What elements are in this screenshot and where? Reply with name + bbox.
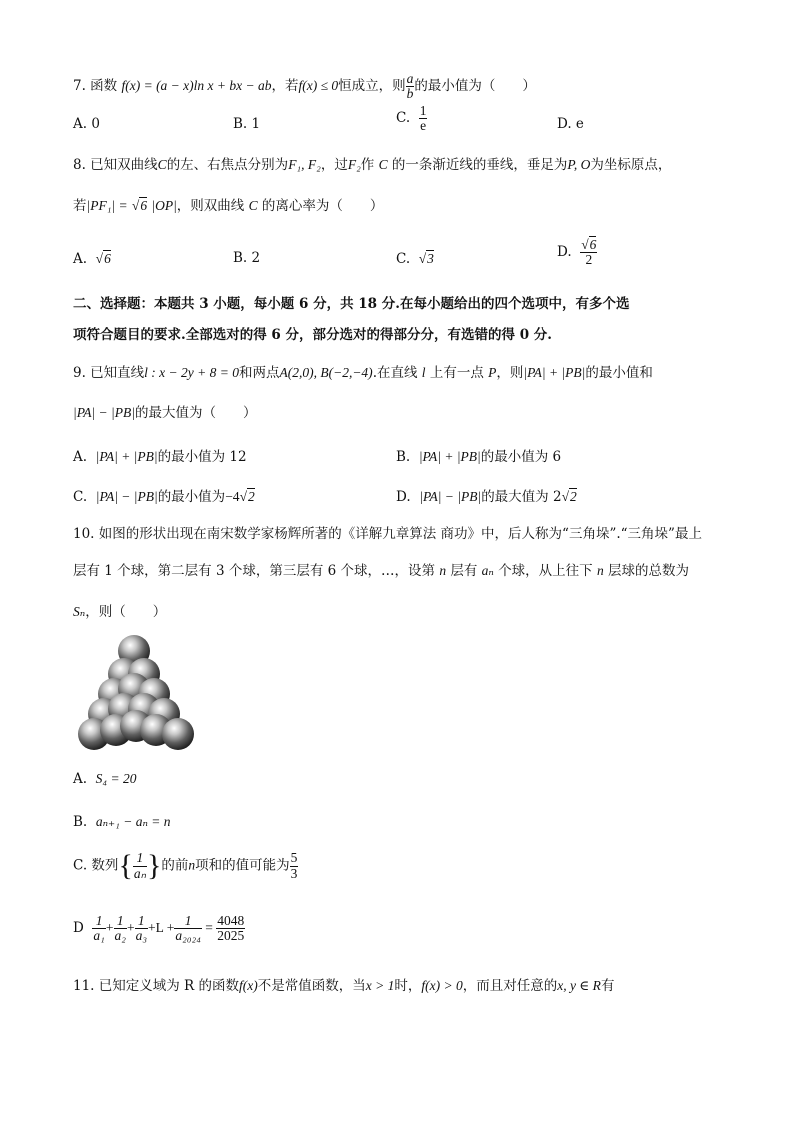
- q7-condition: f(x) ≤ 0: [298, 78, 339, 94]
- frac-num: 4048: [217, 913, 245, 928]
- frac-den: aₙ: [133, 865, 146, 881]
- q10-line3: [73, 605, 166, 620]
- frac-num: 1: [135, 914, 148, 929]
- section2-line1: 二、选择题：本题共 3 小题，每小题 6 分，共 18 分.在每小题给出的四个选项中，有多个选: [73, 296, 630, 312]
- q9-option-b: [396, 450, 561, 465]
- q9-text: 上有一点: [429, 365, 484, 381]
- right-brace-icon: }: [146, 849, 162, 882]
- frac-num: √6: [581, 237, 597, 252]
- q11-text: 时，: [394, 978, 422, 994]
- q7-option-a: [73, 118, 100, 132]
- option-text: 的最小值为 12: [157, 449, 247, 465]
- frac-den: e: [420, 118, 427, 134]
- q11-cond: x > 1: [365, 978, 395, 993]
- q10-text: 层有 1 个球，第二层有 3 个球，第三层有 6 个球，…，设第: [73, 563, 436, 579]
- radicand: 6: [589, 237, 597, 252]
- section2-line2: 项符合题目的要求.全部选对的得 6 分，部分选对的得部分分，有选错的得 0 分.: [73, 327, 552, 343]
- q9-option-d: [396, 490, 577, 505]
- q7-option-c: [396, 104, 427, 133]
- frac-den: a₂₀₂₄: [175, 928, 201, 944]
- fraction: [216, 914, 245, 943]
- sqrt-6: √6: [131, 198, 148, 213]
- q9-text: 的最大值为（ ）: [134, 405, 257, 421]
- frac-den: 2025: [217, 928, 245, 944]
- option-label: D: [73, 920, 84, 937]
- q9-sum: |PA| + |PB|: [523, 365, 586, 380]
- q8-f2: F₂: [347, 157, 361, 172]
- q9-text: 9. 已知直线: [73, 365, 145, 381]
- q7-option-b: [233, 118, 260, 132]
- sqrt: √6: [95, 251, 111, 266]
- q7-c-fraction: [419, 104, 428, 133]
- q8-text: 的一条渐近线的垂线，垂足为: [391, 157, 568, 173]
- q11-text: 不是常值函数，当: [257, 978, 366, 994]
- triangular-ball-pile-figure: [72, 634, 208, 754]
- q10-option-c: [73, 851, 298, 881]
- frac-num: 1: [133, 851, 147, 866]
- q11-xy: x, y ∈ R: [557, 978, 601, 993]
- q10-text: ，则（ ）: [85, 604, 167, 620]
- q8-d-fraction: [580, 238, 597, 267]
- q8-po: P, O: [567, 157, 591, 172]
- frac-den: a₂: [114, 928, 126, 944]
- q11-text: 有: [600, 978, 615, 994]
- q8-pf1: |PF₁| =: [86, 198, 128, 213]
- q8-c: C: [248, 198, 258, 213]
- sqrt: √3: [418, 251, 434, 266]
- option-expr: |PA| − |PB|: [419, 489, 482, 504]
- option-text: 的前: [161, 857, 189, 874]
- q10-n: n: [596, 563, 604, 578]
- q9-p: P: [488, 365, 497, 380]
- q9-text: 的最小值和: [585, 365, 653, 381]
- q10-sn: Sₙ: [73, 604, 86, 619]
- q8-c: C: [378, 157, 388, 172]
- q8-text: 为坐标原点，: [590, 157, 672, 173]
- q8-text: 若: [73, 198, 87, 214]
- q11-fx: f(x): [239, 978, 258, 993]
- q8-c: C: [157, 157, 167, 172]
- q8-option-d: [557, 238, 597, 267]
- q10-option-b: [73, 815, 171, 830]
- frac-num: a: [406, 71, 414, 86]
- radicand: 2: [570, 489, 577, 504]
- option-label: A. 0: [73, 116, 100, 132]
- radicand: 2: [247, 489, 255, 504]
- option-label: A.: [73, 771, 88, 787]
- q10-text: 层球的总数为: [608, 563, 690, 579]
- option-text: 的最小值为: [157, 489, 226, 505]
- q11-line1: [73, 979, 614, 994]
- left-brace-icon: {: [118, 849, 133, 882]
- option-expr: aₙ₊₁ − aₙ = n: [95, 814, 171, 829]
- frac-num: 1: [114, 914, 127, 929]
- section2-heading: [73, 298, 629, 312]
- q10-n: n: [439, 563, 447, 578]
- q10-an: aₙ: [481, 563, 494, 578]
- q9-diff: |PA| − |PB|: [73, 405, 135, 420]
- q8-option-a: [73, 252, 111, 267]
- option-expr: |PA| + |PB|: [95, 449, 158, 464]
- frac-den: a₁: [93, 928, 105, 944]
- ellipsis-term: +L +: [148, 920, 175, 936]
- q8-line2: [73, 199, 383, 214]
- q7-text: 的最小值为（ ）: [414, 78, 536, 95]
- q8-text: 的离心率为（ ）: [261, 198, 384, 214]
- option-label: B.: [396, 449, 411, 465]
- q7-stem: [73, 72, 536, 101]
- option-value: −4: [225, 489, 240, 504]
- q8-option-b: [233, 252, 260, 266]
- q8-text: ，过: [320, 157, 348, 173]
- fraction: [135, 914, 148, 943]
- ball: [162, 718, 194, 750]
- q9-text: .在直线: [372, 365, 418, 381]
- q7-text: 7. 函数: [73, 78, 118, 95]
- fraction: [290, 851, 299, 880]
- q10-text: 10. 如图的形状出现在南宋数学家杨辉所著的《详解九章算法 商功》中，后人称为“三角垛”.“三角垛”最上: [73, 526, 702, 542]
- q11-text: ，而且对任意的: [462, 978, 558, 994]
- sqrt: √2: [561, 489, 577, 504]
- q9-line2: [73, 406, 256, 421]
- q7-text: ，若: [271, 78, 299, 95]
- option-label: D. e: [557, 116, 584, 132]
- fraction: [133, 851, 147, 880]
- q10-line1: [73, 528, 702, 542]
- section2-heading-cont: [73, 329, 552, 343]
- q10-option-a: [73, 772, 136, 787]
- option-label: B.: [73, 814, 88, 830]
- q9-option-c: [73, 490, 255, 505]
- q10-text: 个球，从上往下: [498, 563, 593, 579]
- option-text: 项和的值可能为: [195, 857, 290, 874]
- radicand: 6: [140, 198, 148, 213]
- q9-option-a: [73, 450, 247, 465]
- option-label: D.: [557, 244, 572, 261]
- q10-line2: [73, 564, 689, 579]
- q7-function: f(x) = (a − x)ln x + bx − ab: [121, 78, 272, 94]
- option-label: C.: [396, 251, 411, 267]
- sqrt: √2: [239, 489, 255, 504]
- radicand: 3: [427, 251, 434, 266]
- option-expr: S₄ = 20: [95, 771, 137, 786]
- frac-den: 3: [290, 865, 298, 881]
- q9-points: A(2,0), B(−2,−4): [279, 365, 373, 380]
- q9-text: 和两点: [238, 365, 280, 381]
- frac-den: 2: [585, 252, 593, 268]
- option-text: 的最小值为 6: [480, 449, 562, 465]
- option-label: A.: [73, 449, 88, 465]
- option-expr: |PA| − |PB|: [95, 489, 158, 504]
- fraction: [174, 914, 202, 943]
- q8-option-c: [396, 252, 434, 267]
- q8-text: 8. 已知双曲线: [73, 157, 158, 173]
- radicand: 6: [104, 251, 111, 266]
- q8-op: |OP|: [151, 198, 177, 213]
- q9-line1: [73, 366, 653, 381]
- q9-line-eq: l : x − 2y + 8 = 0: [144, 365, 239, 380]
- q10-n: n: [188, 857, 196, 873]
- q10-option-d: D $\frac{1}{\text{a₁}}$ + $\frac{1}{\text{a₂}}$ + $\frac{1}{\text{a₃}}$ +L + $\frac{1}{\text{a₂₀₂₄}}$ = $\frac{4048}{2025}$: [73, 913, 245, 944]
- option-label: C. 数列: [73, 857, 119, 874]
- frac-den: b: [406, 86, 414, 102]
- option-expr: |PA| + |PB|: [418, 449, 481, 464]
- option-label: B. 2: [233, 250, 261, 266]
- q8-line1: [73, 158, 671, 173]
- q9-text: ，则: [496, 365, 524, 381]
- q7-text: 恒成立，则: [338, 78, 406, 95]
- q8-text: 作: [360, 157, 375, 173]
- q8-text: ，则双曲线: [176, 198, 245, 214]
- q9-l: l: [421, 365, 426, 380]
- option-label: B. 1: [233, 116, 261, 132]
- frac-num: 1: [92, 914, 105, 929]
- fraction: [114, 914, 127, 943]
- q11-pos: f(x) > 0: [421, 978, 463, 993]
- option-label: D.: [396, 489, 411, 505]
- frac-den: a₃: [135, 928, 148, 944]
- q8-foci: F₁, F₂: [288, 157, 321, 172]
- q11-text: 11. 已知定义域为 R 的函数: [73, 978, 240, 994]
- fraction: [92, 914, 105, 943]
- frac-num: 1: [174, 914, 202, 929]
- option-label: C.: [396, 110, 411, 127]
- option-label: C.: [73, 489, 88, 505]
- q7-option-d: [557, 118, 584, 132]
- frac-num: 5: [290, 850, 298, 866]
- option-text: 的最大值为 2: [481, 489, 562, 505]
- option-label: A.: [73, 251, 88, 267]
- frac-num: 1: [419, 103, 427, 118]
- q10-text: 层有: [450, 563, 478, 579]
- q8-text: 的左、右焦点分别为: [166, 157, 289, 173]
